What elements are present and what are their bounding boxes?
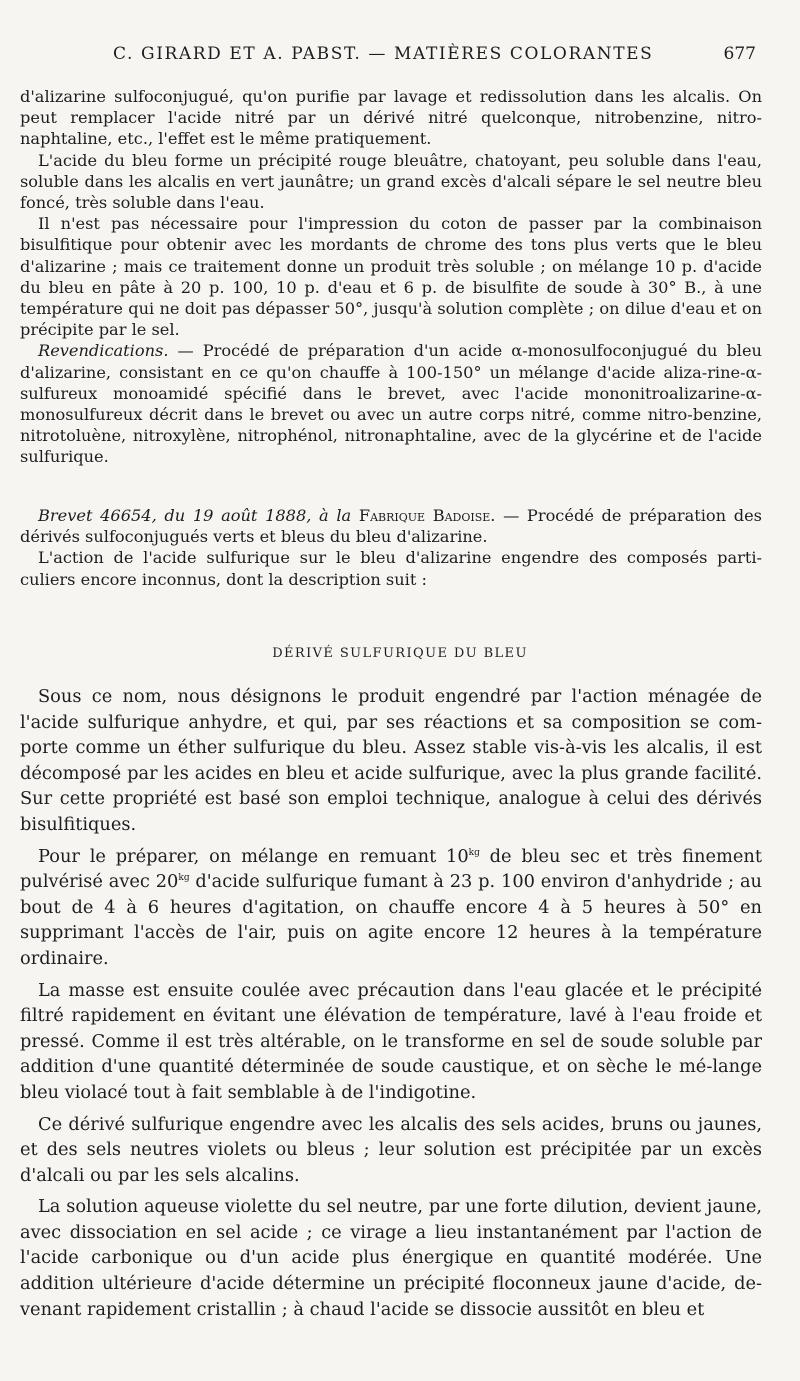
paragraph: La masse est ensuite coulée avec précaution dans l'eau glacée et le précipité filtré rapidement en évitant une élévation de température, lavé à l'eau froide et pressé. Comme il est très altérable, on le transforme en sel de soude soluble par addition d'une quantité déterminée de soude caustique, et on sèche le mé-lange bleu violacé tout à fait semblable à de l'indigotine. (20, 979, 762, 1103)
brevet-company: Fabrique Badoise (358, 506, 491, 525)
paragraph: Il n'est pas nécessaire pour l'impression du coton de passer par la combinaison bisulfitique pour obtenir avec les mordants de chrome des tons plus verts que le bleu d'alizarine ; mais ce traitement donne un produit très soluble ; on mélange 10 p. d'acide du bleu en pâte à 20 p. 100, 10 p. d'eau et 6 p. de bisulfite de soude à 30° B., à une température qui ne doit pas dépasser 50°, jusqu'à solution complète ; on dilue d'eau et on précipite par le sel. (20, 214, 762, 340)
section-body (20, 684, 762, 1322)
preparation-paragraph (20, 844, 762, 972)
brevet-text: . — Procédé de préparation des dérivés sulfoconjugués verts et bleus du bleu d'alizarine. (20, 506, 762, 547)
paragraph: Sous ce nom, nous désignons le produit engendré par l'action ménagée de l'acide sulfurique anhydre, et qui, par ses réactions et sa composition se com-porte comme un éther sulfurique du bleu. Assez stable vis-à-vis les alcalis, il est décomposé par les acides en bleu et acide sulfurique, avec la plus grande facilité. Sur cette propriété est basé son emploi technique, analogue à celui des dérivés bisulfitiques. (20, 686, 762, 835)
page-header (0, 44, 800, 70)
text-run: d'acide sulfurique fumant à 23 p. 100 environ d'anhydride ; au bout de 4 à 6 heures d'agitation, on chauffe encore 4 à 5 heures à 50° en supprimant l'accès de l'air, puis on agite encore 12 heures à la température ordinaire. (20, 871, 763, 969)
paragraph: d'alizarine sulfoconjugué, qu'on purifie par lavage et redissolution dans les alcalis. On peut remplacer l'acide nitré par un dérivé nitré quelconque, nitrobenzine, nitro-naphtaline, etc., l'effet est le même pratiquement. (20, 87, 762, 149)
paragraph: L'action de l'acide sulfurique sur le bleu d'alizarine engendre des composés parti-culiers encore inconnus, dont la description suit : (20, 548, 762, 589)
section-title: DÉRIVÉ SULFURIQUE DU BLEU (272, 646, 528, 661)
paragraph: La solution aqueuse violette du sel neutre, par une forte dilution, devient jaune, avec dissociation en sel acide ; ce virage a lieu instantanément par l'action de l'acide carbonique ou d'un acide plus énergique en quantité modérée. Une addition ultérieure d'acide détermine un précipité floconneux jaune d'acide, de-venant rapidement cristallin ; à chaud l'acide se dissocie aussitôt en bleu et (20, 1196, 762, 1320)
revendications-paragraph (20, 340, 762, 467)
unit-superscript: kg (178, 873, 190, 884)
paragraph: Ce dérivé sulfurique engendre avec les alcalis des sels acides, bruns ou jaunes, et des sels neutres violets ou bleus ; leur solution est précipitée par un excès d'alcali ou par les sels alcalins. (20, 1113, 762, 1186)
revendications-label: Revendications. (38, 341, 169, 361)
running-title: C. GIRARD ET A. PABST. — MATIÈRES COLORANTES (113, 44, 654, 64)
paragraph: L'acide du bleu forme un précipité rouge bleuâtre, chatoyant, peu soluble dans l'eau, soluble dans les alcalis en vert jaunâtre; un grand excès d'alcali sépare le sel neutre bleu foncé, très soluble dans l'eau. (20, 150, 762, 213)
page-number: 677 (723, 44, 756, 64)
unit-superscript: kg (468, 847, 480, 858)
brevet-prefix: Brevet 46654, du 19 août 1888, à la (38, 506, 359, 525)
brevet-heading (20, 505, 762, 547)
text-run: de bleu sec et très finement pulvérisé avec 20 (20, 845, 762, 893)
brevet-block (20, 505, 762, 590)
text-run: Pour le préparer, on mélange en remuant 10 (38, 845, 469, 867)
patent-description-block (20, 86, 762, 468)
revendications-text: — Procédé de préparation d'un acide α-monosulfoconjugué du bleu d'alizarine, consistant en ce qu'on chauffe à 100-150° un mélange d'acide aliza-rine-α-sulfureux monoamidé spécifié dans le brevet, avec l'acide mononitroalizarine-α-monosulfureux décrit dans le brevet ou avec un autre corps nitré, comme nitro-benzine, nitrotoluène, nitroxylène, nitrophénol, nitronaphtaline, avec de la glycérine et de l'acide sulfurique. (20, 341, 762, 467)
